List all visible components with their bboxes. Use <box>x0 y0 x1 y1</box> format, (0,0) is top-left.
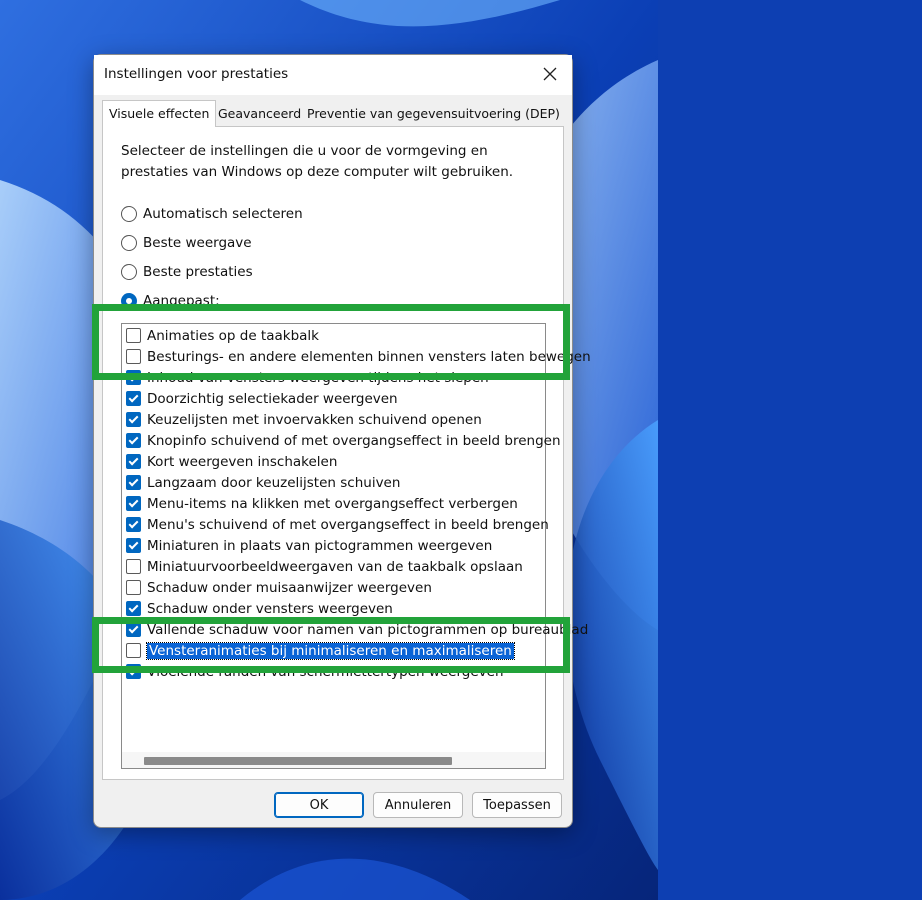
option-item[interactable] <box>122 472 922 493</box>
radio-label: Beste weergave <box>143 235 252 251</box>
option-item[interactable] <box>122 451 922 472</box>
option-item[interactable] <box>122 577 922 598</box>
option-checkbox[interactable] <box>126 370 141 385</box>
option-checkbox[interactable] <box>126 622 141 637</box>
option-label: Besturings- en andere elementen binnen vensters laten bewegen <box>147 348 591 365</box>
option-checkbox[interactable] <box>126 559 141 574</box>
option-label: Miniatuurvoorbeeldweergaven van de taakbalk opslaan <box>147 558 523 575</box>
option-label: Knopinfo schuivend of met overgangseffect in beeld brengen <box>147 432 561 449</box>
option-label: Inhoud van vensters weergeven tijdens het slepen <box>147 369 489 386</box>
title-bar <box>94 55 572 95</box>
option-item[interactable] <box>122 661 922 682</box>
apply-button[interactable]: Toepassen <box>472 792 562 818</box>
option-item[interactable] <box>122 430 922 451</box>
option-item[interactable] <box>122 535 922 556</box>
option-item[interactable] <box>122 388 922 409</box>
visual-effects-list[interactable] <box>121 323 591 769</box>
cancel-button[interactable]: Annuleren <box>373 792 463 818</box>
dialog-title: Instellingen voor prestaties <box>104 66 289 82</box>
option-label: Menu's schuivend of met overgangseffect in beeld brengen <box>147 516 549 533</box>
option-checkbox[interactable] <box>126 517 141 532</box>
option-checkbox[interactable] <box>126 496 141 511</box>
option-checkbox[interactable] <box>126 412 141 427</box>
radio-circle <box>121 206 137 222</box>
option-item[interactable] <box>122 640 922 661</box>
option-checkbox[interactable] <box>126 538 141 553</box>
radio-circle <box>121 293 137 309</box>
visual-effects-panel <box>102 126 591 780</box>
option-label: Kort weergeven inschakelen <box>147 453 338 470</box>
performance-settings-dialog <box>93 54 591 828</box>
option-label: Keuzelijsten met invoervakken schuivend openen <box>147 411 482 428</box>
radio-custom[interactable] <box>121 290 220 312</box>
option-checkbox[interactable] <box>126 601 141 616</box>
option-checkbox[interactable] <box>126 643 141 658</box>
option-label: Vallende schaduw voor namen van pictogrammen op bureaublad <box>147 621 589 638</box>
option-item[interactable] <box>122 514 922 535</box>
option-label: Animaties op de taakbalk <box>147 327 319 344</box>
scrollbar-thumb[interactable] <box>144 757 452 765</box>
option-item[interactable] <box>122 409 922 430</box>
option-checkbox[interactable] <box>126 454 141 469</box>
option-item[interactable] <box>122 367 922 388</box>
option-item[interactable] <box>122 619 922 640</box>
option-label: Doorzichtig selectiekader weergeven <box>147 390 398 407</box>
tab-visual-effects[interactable]: Visuele effecten <box>102 100 216 127</box>
option-label: Vensteranimaties bij minimaliseren en maximaliseren <box>149 642 512 659</box>
option-label: Langzaam door keuzelijsten schuiven <box>147 474 401 491</box>
option-item[interactable] <box>122 556 922 577</box>
option-label: Menu-items na klikken met overgangseffect verbergen <box>147 495 518 512</box>
radio-circle <box>121 264 137 280</box>
option-checkbox[interactable] <box>126 580 141 595</box>
option-checkbox[interactable] <box>126 349 141 364</box>
option-label: Schaduw onder muisaanwijzer weergeven <box>147 579 432 596</box>
ok-button[interactable]: OK <box>274 792 364 818</box>
radio-best-appearance[interactable] <box>121 232 252 254</box>
tab-strip <box>102 101 564 127</box>
option-checkbox[interactable] <box>126 475 141 490</box>
option-item[interactable] <box>122 493 922 514</box>
close-button[interactable] <box>532 59 568 89</box>
option-item[interactable] <box>122 325 922 346</box>
option-checkbox[interactable] <box>126 664 141 679</box>
option-checkbox[interactable] <box>126 433 141 448</box>
radio-label: Beste prestaties <box>143 264 253 280</box>
option-label: Miniaturen in plaats van pictogrammen weergeven <box>147 537 493 554</box>
horizontal-scrollbar[interactable] <box>122 752 545 768</box>
option-checkbox[interactable] <box>126 328 141 343</box>
radio-best-performance[interactable] <box>121 261 253 283</box>
radio-circle <box>121 235 137 251</box>
option-label: Schaduw onder vensters weergeven <box>147 600 393 617</box>
option-item[interactable] <box>122 346 922 367</box>
option-checkbox[interactable] <box>126 391 141 406</box>
option-label: Vloeiende randen van schermlettertypen weergeven <box>147 663 504 680</box>
option-item[interactable] <box>122 598 922 619</box>
close-icon <box>543 67 557 81</box>
description-text: Selecteer de instellingen die u voor de vormgeving en prestaties van Windows op deze computer wilt gebruiken. <box>121 143 514 180</box>
radio-label: Aangepast: <box>143 293 220 309</box>
tab-advanced[interactable]: Geavanceerd <box>218 106 302 121</box>
radio-auto-select[interactable] <box>121 203 303 225</box>
radio-label: Automatisch selecteren <box>143 206 303 222</box>
tab-dep[interactable]: Preventie van gegevensuitvoering (DEP) <box>307 106 560 121</box>
